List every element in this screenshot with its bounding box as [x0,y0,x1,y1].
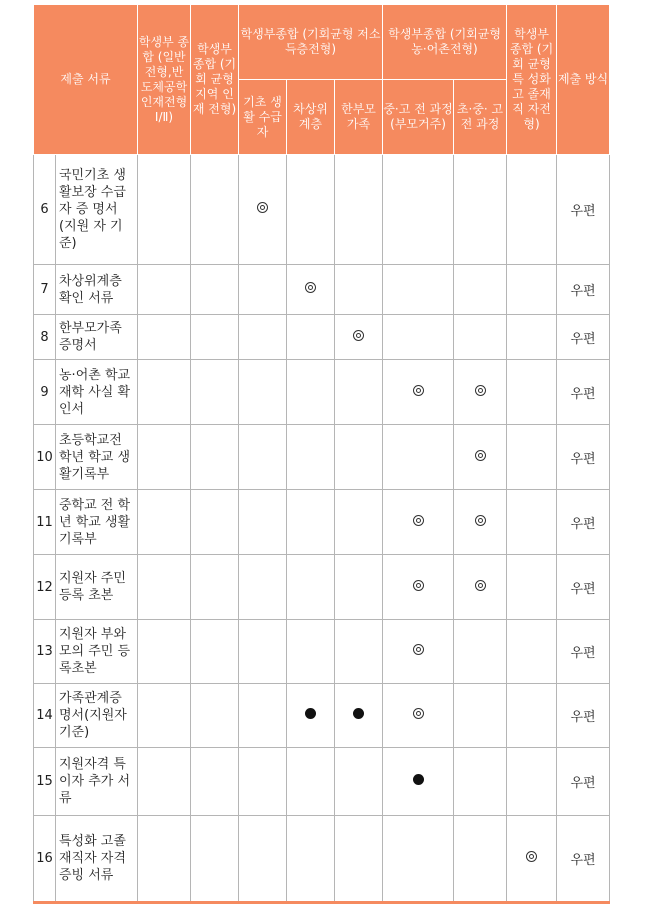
requirement-cell [191,265,239,315]
double-circle-icon [475,515,486,526]
row-number: 12 [34,555,56,620]
double-circle-icon [413,580,424,591]
header-single-parent: 한부모 가족 [335,80,383,155]
requirement-cell [239,555,287,620]
header-vocational: 학생부 종합 (기회 균형 특 성화고 졸재직 자전형) [507,5,557,155]
requirement-cell [454,315,507,360]
requirement-cell [454,816,507,903]
requirement-cell [335,816,383,903]
submission-method: 우편 [557,155,610,265]
requirement-cell [287,684,335,748]
requirement-cell [335,490,383,555]
requirement-cell [383,555,454,620]
requirement-cell [507,555,557,620]
requirement-cell [454,425,507,490]
row-number: 7 [34,265,56,315]
requirement-cell [191,684,239,748]
requirement-cell [191,555,239,620]
requirement-cell [191,360,239,425]
requirement-cell [454,155,507,265]
requirement-cell [454,684,507,748]
requirement-cell [287,155,335,265]
filled-circle-icon [413,774,424,785]
document-name: 가족관계증 명서(지원자 기준) [56,684,138,748]
document-name: 초등학교전 학년 학교 생활기록부 [56,425,138,490]
requirement-cell [287,265,335,315]
requirement-cell [507,748,557,816]
requirement-cell [191,620,239,684]
requirement-cell [239,315,287,360]
table-row [34,265,610,315]
double-circle-icon [353,330,364,341]
document-name: 지원자격 특이자 추가 서류 [56,748,138,816]
requirement-cell [335,155,383,265]
requirement-cell [507,490,557,555]
double-circle-icon [475,450,486,461]
double-circle-icon [413,515,424,526]
header-rural-group: 학생부종합 (기회균형 농·어촌전형) [383,5,507,80]
requirement-cell [138,265,191,315]
requirement-cell [383,425,454,490]
requirement-cell [383,684,454,748]
header-lowincome-group: 학생부종합 (기회균형 저소득층전형) [239,5,383,80]
requirement-cell [138,425,191,490]
header-basic-livelihood: 기초 생활 수급자 [239,80,287,155]
double-circle-icon [475,580,486,591]
requirement-cell [335,684,383,748]
row-number: 9 [34,360,56,425]
requirement-cell [239,816,287,903]
table-row [34,155,610,265]
submission-method: 우편 [557,425,610,490]
row-number: 15 [34,748,56,816]
table-row [34,425,610,490]
requirement-cell [239,620,287,684]
requirement-cell [191,748,239,816]
requirement-cell [454,620,507,684]
requirement-cell [383,265,454,315]
requirement-cell [507,315,557,360]
header-general: 학생부 종합 (일반 전형,반 도체공학 인재전형 Ⅰ/Ⅱ) [138,5,191,155]
requirement-cell [287,360,335,425]
document-name: 특성화 고졸재직자 자격증빙 서류 [56,816,138,903]
requirement-cell [138,315,191,360]
double-circle-icon [475,385,486,396]
submission-method: 우편 [557,816,610,903]
submission-method: 우편 [557,555,610,620]
requirement-cell [138,555,191,620]
requirement-cell [335,315,383,360]
header-middle-high: 중·고 전 과정 (부모거주) [383,80,454,155]
requirement-cell [507,620,557,684]
row-number: 6 [34,155,56,265]
requirement-cell [191,490,239,555]
requirement-cell [287,425,335,490]
requirement-cell [138,620,191,684]
requirement-cell [138,490,191,555]
document-name: 지원자 주민등록 초본 [56,555,138,620]
requirement-cell [454,748,507,816]
submission-method: 우편 [557,490,610,555]
header-near-poverty: 차상위 계층 [287,80,335,155]
requirement-cell [335,620,383,684]
requirement-cell [138,748,191,816]
requirement-cell [507,360,557,425]
requirement-cell [335,748,383,816]
submission-method: 우편 [557,620,610,684]
filled-circle-icon [305,708,316,719]
requirement-cell [287,555,335,620]
double-circle-icon [526,851,537,862]
table-row [34,816,610,903]
requirement-cell [239,748,287,816]
table-row [34,684,610,748]
requirement-cell [454,265,507,315]
row-number: 13 [34,620,56,684]
header-documents: 제출 서류 [34,5,138,155]
table-row [34,315,610,360]
requirement-cell [239,684,287,748]
header-all-grades: 초·중· 고 전 과정 [454,80,507,155]
submission-method: 우편 [557,360,610,425]
document-name: 차상위계층 확인 서류 [56,265,138,315]
requirement-cell [138,155,191,265]
requirement-cell [507,425,557,490]
double-circle-icon [257,202,268,213]
requirement-cell [239,265,287,315]
requirement-cell [191,315,239,360]
requirement-cell [383,490,454,555]
requirement-cell [191,816,239,903]
table-row [34,490,610,555]
header-regional: 학생부 종합 (기회 균형 지역 인재 전형) [191,5,239,155]
requirement-cell [383,360,454,425]
submission-method: 우편 [557,748,610,816]
requirement-cell [239,490,287,555]
requirement-cell [507,684,557,748]
requirement-cell [239,360,287,425]
requirement-cell [507,265,557,315]
requirement-cell [239,155,287,265]
document-name: 농·어촌 학교재학 사실 확인서 [56,360,138,425]
double-circle-icon [413,385,424,396]
submission-method: 우편 [557,315,610,360]
requirement-cell [454,555,507,620]
filled-circle-icon [353,708,364,719]
row-number: 10 [34,425,56,490]
row-number: 8 [34,315,56,360]
header-method: 제출 방식 [557,5,610,155]
requirement-cell [507,816,557,903]
requirement-cell [383,155,454,265]
requirement-cell [191,425,239,490]
requirement-cell [383,748,454,816]
requirement-cell [454,490,507,555]
requirement-cell [335,360,383,425]
requirement-cell [287,490,335,555]
table-row [34,555,610,620]
table-row [34,360,610,425]
requirement-cell [287,816,335,903]
table-row [34,620,610,684]
requirement-cell [454,360,507,425]
double-circle-icon [413,644,424,655]
document-name: 국민기초 생활보장 수급자 증 명서(지원 자 기준) [56,155,138,265]
requirement-cell [138,684,191,748]
requirement-cell [507,155,557,265]
row-number: 16 [34,816,56,903]
document-name: 지원자 부와 모의 주민 등록초본 [56,620,138,684]
requirement-cell [287,748,335,816]
row-number: 11 [34,490,56,555]
table-row [34,748,610,816]
requirement-cell [383,816,454,903]
requirement-cell [138,816,191,903]
requirement-cell [287,620,335,684]
requirement-cell [335,425,383,490]
requirement-cell [239,425,287,490]
submission-method: 우편 [557,684,610,748]
submission-method: 우편 [557,265,610,315]
document-name: 한부모가족 증명서 [56,315,138,360]
document-name: 중학교 전 학년 학교 생활기록부 [56,490,138,555]
requirement-cell [335,265,383,315]
requirement-cell [138,360,191,425]
double-circle-icon [413,708,424,719]
submission-documents-table [33,4,610,904]
requirement-cell [335,555,383,620]
requirement-cell [287,315,335,360]
requirement-cell [191,155,239,265]
row-number: 14 [34,684,56,748]
requirement-cell [383,620,454,684]
double-circle-icon [305,282,316,293]
requirement-cell [383,315,454,360]
